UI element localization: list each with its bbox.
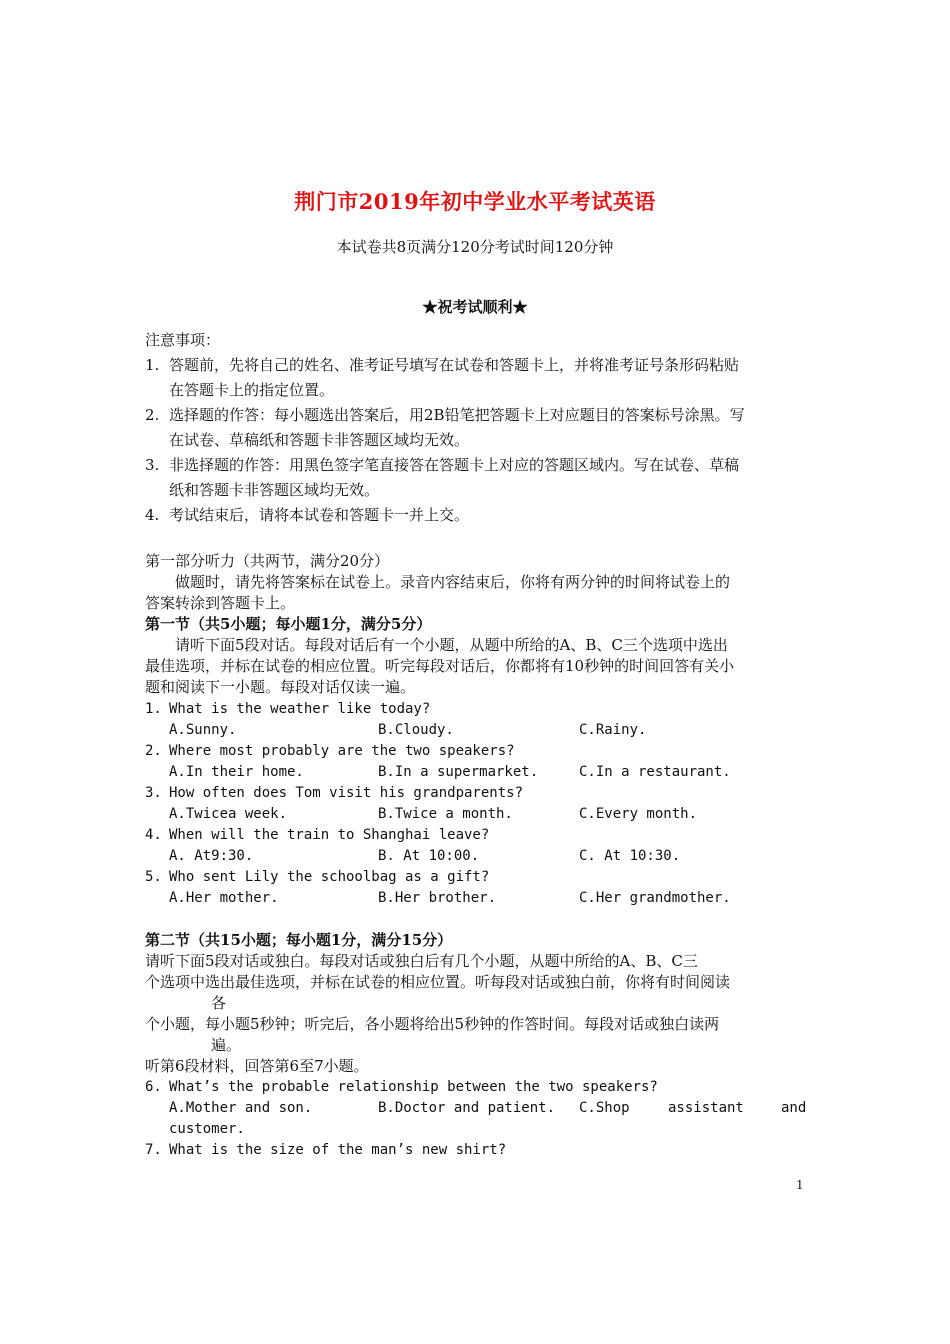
options-row xyxy=(145,762,810,783)
option-c: C.Her grandmother. xyxy=(579,890,731,906)
option-c: assistant xyxy=(668,1100,744,1116)
note-text: 在答题卡上的指定位置。 xyxy=(169,381,335,399)
part1-intro: 答案转涂到答题卡上。 xyxy=(145,594,296,612)
question-text: What is the size of the man’s new shirt? xyxy=(169,1142,507,1158)
option-c: and xyxy=(781,1100,807,1116)
question-text: What is the weather like today? xyxy=(169,701,431,717)
question xyxy=(145,783,810,804)
question xyxy=(145,825,810,846)
options-row xyxy=(145,1098,810,1119)
option-b: B.Twice a month. xyxy=(378,806,513,822)
option-a: A. At9:30. xyxy=(169,848,254,864)
option-b: B.Her brother. xyxy=(378,890,497,906)
section2-section xyxy=(145,930,810,1077)
page-number: 1 xyxy=(796,1178,804,1192)
option-c: C.Shop xyxy=(579,1100,630,1116)
list-item xyxy=(145,403,810,428)
list-item xyxy=(145,453,810,478)
option-a: A.Twicea week. xyxy=(169,806,288,822)
section2-intro: 个选项中选出最佳选项，并标在试卷的相应位置。听每段对话或独白前，你将有时间阅读 xyxy=(145,973,731,991)
question-text: When will the train to Shanghai leave? xyxy=(169,827,490,843)
note-text: 答题前，先将自己的姓名、准考证号填写在试卷和答题卡上，并将准考证号条形码粘贴 xyxy=(169,356,740,374)
question-number: 2. xyxy=(145,743,162,759)
page-title: 荆门市2019年初中学业水平考试英语 xyxy=(294,189,656,214)
list-item xyxy=(145,503,810,528)
option-b: B.Doctor and patient. xyxy=(378,1100,556,1116)
note-number: 2. xyxy=(145,406,160,424)
question-number: 1. xyxy=(145,701,162,717)
part1-section xyxy=(145,551,810,698)
section1-questions xyxy=(145,699,810,909)
option-c: C.Every month. xyxy=(579,806,698,822)
section1-heading: 第一节（共5小题；每小题1分，满分5分） xyxy=(145,615,432,633)
option-b: B. At 10:00. xyxy=(378,848,480,864)
option-a: A.In their home. xyxy=(169,764,304,780)
question-text: Where most probably are the two speakers? xyxy=(169,743,515,759)
material-note: 听第6段材料，回答第6至7小题。 xyxy=(145,1057,369,1075)
options-row xyxy=(145,1119,810,1140)
question-text: How often does Tom visit his grandparents? xyxy=(169,785,524,801)
section2-intro: 遍。 xyxy=(211,1036,242,1054)
note-text: 非选择题的作答：用黑色签字笔直接答在答题卡上对应的答题区域内。写在试卷、草稿 xyxy=(169,456,740,474)
section1-intro: 题和阅读下一小题。每段对话仅读一遍。 xyxy=(145,678,416,696)
question-number: 3. xyxy=(145,785,162,801)
part1-heading: 第一部分听力（共两节，满分20分） xyxy=(145,552,390,570)
section1-intro: 请听下面5段对话。每段对话后有一个小题，从题中所给的A、B、C三个选项中选出 xyxy=(175,636,728,654)
section2-intro: 各 xyxy=(211,994,227,1012)
note-number: 1. xyxy=(145,356,160,374)
option-b: B.In a supermarket. xyxy=(378,764,539,780)
question-number: 7. xyxy=(145,1142,162,1158)
note-text: 纸和答题卡非答题区域均无效。 xyxy=(169,481,380,499)
options-row xyxy=(145,804,810,825)
options-row xyxy=(145,720,810,741)
option-a: A.Sunny. xyxy=(169,722,237,738)
options-row xyxy=(145,888,810,909)
notes-heading: 注意事项： xyxy=(145,331,221,349)
question xyxy=(145,1140,810,1161)
exam-subtitle: 本试卷共8页满分120分考试时间120分钟 xyxy=(336,238,614,256)
section2-intro: 请听下面5段对话或独白。每段对话或独白后有几个小题，从题中所给的A、B、C三 xyxy=(145,952,698,970)
option-b: B.Cloudy. xyxy=(378,722,454,738)
note-text: 考试结束后，请将本试卷和答题卡一并上交。 xyxy=(169,506,470,524)
section2-questions xyxy=(145,1077,810,1161)
question-text: Who sent Lily the schoolbag as a gift? xyxy=(169,869,490,885)
section2-heading: 第二节（共15小题；每小题1分，满分15分） xyxy=(145,931,453,949)
question-number: 6. xyxy=(145,1079,162,1095)
option-a: A.Her mother. xyxy=(169,890,279,906)
note-number: 3. xyxy=(145,456,160,474)
option-c: customer. xyxy=(169,1121,245,1137)
notes-section xyxy=(145,328,810,528)
list-item xyxy=(145,353,810,378)
question-text: What’s the probable relationship between the two speakers? xyxy=(169,1079,658,1095)
note-number: 4. xyxy=(145,506,160,524)
section2-intro: 个小题，每小题5秒钟；听完后，各小题将给出5秒钟的作答时间。每段对话或独白读两 xyxy=(145,1015,720,1033)
note-text: 在试卷、草稿纸和答题卡非答题区域均无效。 xyxy=(169,431,470,449)
option-c: C.Rainy. xyxy=(579,722,647,738)
question xyxy=(145,867,810,888)
option-a: A.Mother and son. xyxy=(169,1100,313,1116)
section1-intro: 最佳选项，并标在试卷的相应位置。听完每段对话后，你都将有10秒钟的时间回答有关小 xyxy=(145,657,735,675)
question xyxy=(145,699,810,720)
question-number: 5. xyxy=(145,869,162,885)
question xyxy=(145,741,810,762)
question xyxy=(145,1077,810,1098)
note-text: 选择题的作答：每小题选出答案后，用2B铅笔把答题卡上对应题目的答案标号涂黑。写 xyxy=(169,406,745,424)
good-luck-line: ★祝考试顺利★ xyxy=(422,298,528,316)
option-c: C. At 10:30. xyxy=(579,848,681,864)
question-number: 4. xyxy=(145,827,162,843)
options-row xyxy=(145,846,810,867)
part1-intro: 做题时，请先将答案标在试卷上。录音内容结束后，你将有两分钟的时间将试卷上的 xyxy=(175,573,731,591)
option-c: C.In a restaurant. xyxy=(579,764,731,780)
